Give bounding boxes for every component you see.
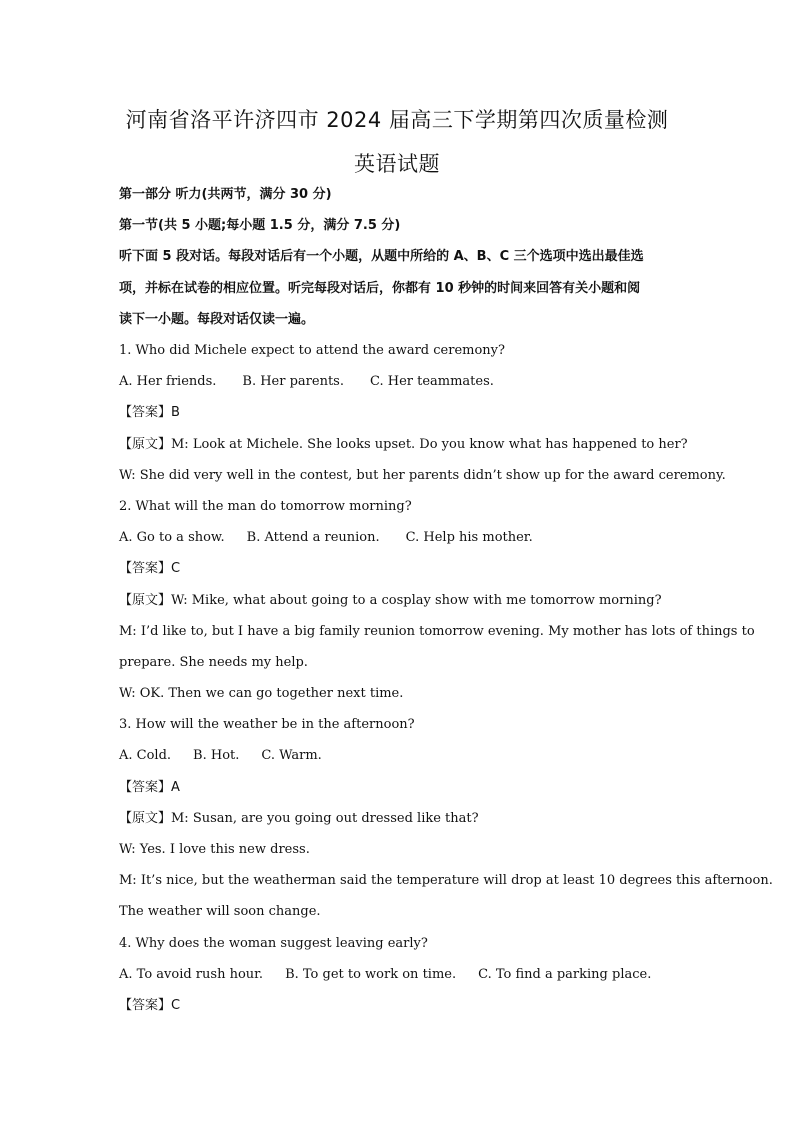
option-b: B. To get to work on time. [285,967,457,982]
answer-line: 【答案】A [119,780,180,795]
option-c: C. Her teammates. [369,374,494,389]
page-title: 河南省洛平许济四市 2024 届高三下学期第四次质量检测 [125,108,669,132]
script-line: 【原文】W: Mike, what about going to a cosplay show with me tomorrow morning? [119,593,662,608]
script-line: W: OK. Then we can go together next time. [119,686,404,701]
option-b: B. Hot. [193,748,240,763]
script-line: M: I’d like to, but I have a big family reunion tomorrow evening. My mother has lots of things to [119,624,755,639]
question-stem: 2. What will the man do tomorrow morning? [119,499,412,514]
question-stem: 1. Who did Michele expect to attend the award ceremony? [119,343,505,358]
answer-line: 【答案】C [119,561,181,576]
option-b: B. Attend a reunion. [246,530,380,545]
part-heading: 第一部分 听力(共两节，满分 30 分) [119,187,332,202]
question-options [119,747,675,765]
answer-line: 【答案】B [119,405,180,420]
option-b: B. Her parents. [242,374,344,389]
option-a: A. Go to a show. [119,530,225,545]
question-options [119,373,675,391]
script-line: M: It’s nice, but the weatherman said the temperature will drop at least 10 degrees this afternoon. [119,873,773,888]
script-line: W: Yes. I love this new dress. [119,842,310,857]
script-line: W: She did very well in the contest, but her parents didn’t show up for the award ceremony. [119,468,726,483]
answer-line: 【答案】C [119,998,181,1013]
question-stem: 4. Why does the woman suggest leaving early? [119,936,428,951]
question-options [119,966,675,984]
instruction-line: 读下一小题。每段对话仅读一遍。 [119,312,315,327]
instruction-line: 项，并标在试卷的相应位置。听完每段对话后，你都有 10 秒钟的时间来回答有关小题和阅 [119,281,641,296]
option-a: A. Cold. [119,748,172,763]
section-heading: 第一节(共 5 小题;每小题 1.5 分，满分 7.5 分) [119,218,401,233]
question-options [119,529,675,547]
script-line: The weather will soon change. [119,904,321,919]
script-line: 【原文】M: Look at Michele. She looks upset. Do you know what has happened to her? [119,437,688,452]
instruction-line: 听下面 5 段对话。每段对话后有一个小题，从题中所给的 A、B、C 三个选项中选出最佳选 [119,249,644,264]
option-a: A. Her friends. [119,374,217,389]
script-line: prepare. She needs my help. [119,655,308,670]
option-c: C. Help his mother. [405,530,533,545]
option-a: A. To avoid rush hour. [119,967,264,982]
page-subtitle: 英语试题 [354,152,440,176]
script-line: 【原文】M: Susan, are you going out dressed like that? [119,811,479,826]
question-stem: 3. How will the weather be in the afternoon? [119,717,415,732]
option-c: C. To find a parking place. [478,967,652,982]
option-c: C. Warm. [261,748,322,763]
